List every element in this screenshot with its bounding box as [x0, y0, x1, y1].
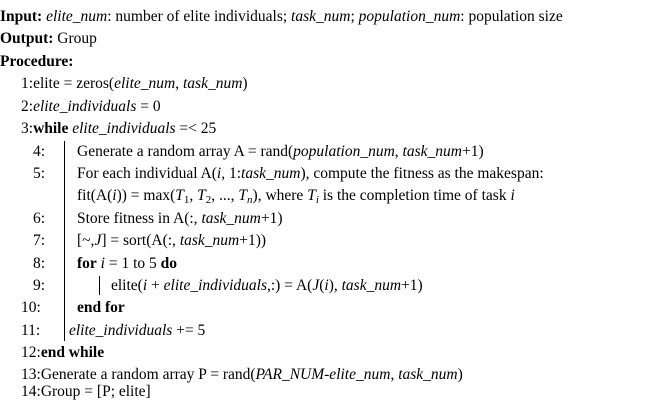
code-text: ), where [252, 187, 308, 204]
code-var: i [142, 277, 148, 294]
code-var: task_num [341, 277, 402, 294]
keyword-for: for [77, 255, 97, 272]
line-number: 14: [21, 383, 41, 400]
code-text: , [175, 75, 183, 92]
code-text: elite( [111, 277, 143, 294]
code-var: T [175, 187, 184, 204]
algo-line-12 [0, 342, 651, 364]
algo-line-3 [0, 118, 651, 140]
subscript: 2 [205, 194, 212, 206]
code-var: task_num [179, 232, 240, 249]
line-number: 9: [33, 277, 46, 294]
code-var: task_num [398, 366, 458, 383]
code-var: elite_individuals [72, 120, 176, 137]
code-text: [~, [77, 232, 95, 249]
code-text: +1) [260, 210, 283, 227]
code-text: +1) [401, 277, 423, 294]
code-var: i [216, 165, 222, 182]
line-number: 12: [21, 344, 41, 361]
algo-line-10 [0, 297, 651, 319]
code-var: population_num [293, 143, 395, 160]
subscript: n [247, 194, 253, 206]
line-number: 8: [33, 255, 46, 272]
input-var-population-num: population_num [358, 8, 461, 25]
code-var: task_num [182, 75, 243, 92]
algo-line-7 [0, 230, 651, 252]
line-number: 7: [33, 232, 46, 249]
code-var: i [112, 187, 117, 204]
procedure-label: Procedure: [0, 53, 74, 70]
code-text: For each individual A( [77, 165, 217, 182]
code-text: = 1 to 5 [104, 255, 161, 272]
code-var: task_num [201, 210, 261, 227]
line-number: 1: [21, 75, 34, 92]
line-number: 10: [21, 299, 41, 316]
code-var: elite_individuals [33, 98, 137, 115]
line-number: 2: [21, 98, 34, 115]
code-text: ), [328, 277, 342, 294]
algo-line-5 [0, 163, 651, 185]
algo-line-2 [0, 96, 651, 118]
output-text: Group [53, 30, 97, 47]
code-var: T [197, 187, 206, 204]
code-var: elite_num [114, 75, 176, 92]
code-var: PAR_NUM-elite_num [255, 366, 391, 383]
input-desc-2: ; [350, 8, 359, 25]
code-var: T [238, 187, 248, 204]
code-var: elite_individuals [69, 322, 173, 339]
code-var: i [510, 187, 515, 204]
code-var: J [312, 277, 320, 294]
code-text: , [390, 366, 399, 383]
code-text: fit(A( [77, 187, 113, 204]
keyword-do: do [160, 255, 178, 272]
input-var-task-num: task_num [291, 8, 351, 25]
code-var: elite_individuals [163, 277, 267, 294]
code-var: task_num [241, 165, 301, 182]
algo-line-8 [0, 253, 651, 275]
code-text: + [147, 277, 164, 294]
algo-line-4 [0, 141, 651, 163]
algo-line-9 [0, 275, 651, 297]
output-label: Output: [0, 30, 54, 47]
keyword-end-for: end for [77, 299, 125, 316]
line-number: 5: [33, 165, 46, 182]
input-var-elite-num: elite_num [46, 8, 108, 25]
input-desc-3: : population size [460, 8, 563, 25]
code-var: J [94, 232, 102, 249]
algo-line-11 [0, 320, 651, 342]
for-indent-rule [99, 276, 100, 295]
output-line [0, 28, 651, 50]
line-number: 11: [21, 322, 41, 339]
code-text: ) [457, 366, 463, 383]
code-text: Generate a random array P = rand( [40, 366, 256, 383]
code-text: +1)) [239, 232, 267, 249]
code-text: ( [319, 277, 325, 294]
input-desc-1: : number of elite individuals; [107, 8, 292, 25]
code-text: Store fitness in A(:, [77, 210, 202, 227]
input-label: Input: [0, 8, 43, 25]
code-text: Generate a random array A = rand( [77, 143, 294, 160]
subscript: 1 [183, 194, 190, 206]
code-var: i [324, 277, 329, 294]
code-text: , 1: [221, 165, 242, 182]
line-number: 3: [21, 120, 34, 137]
line-number: 6: [33, 210, 46, 227]
subscript: i [315, 194, 319, 206]
line-number: 13: [21, 366, 41, 383]
keyword-while: while [33, 120, 69, 137]
line-number: 4: [33, 143, 46, 160]
code-text: ] = sort(A(:, [101, 232, 180, 249]
while-indent-rule [64, 141, 65, 341]
code-text: +1) [461, 143, 484, 160]
code-text: , [394, 143, 403, 160]
code-text: ,:) = A( [266, 277, 313, 294]
code-var: T [307, 187, 316, 204]
code-text: elite = zeros( [33, 75, 115, 92]
keyword-end-while: end while [40, 344, 105, 361]
algo-line-5-cont [0, 185, 651, 207]
input-line [0, 6, 651, 28]
algo-line-1 [0, 73, 651, 95]
algo-line-14 [0, 381, 651, 403]
code-var: task_num [402, 143, 462, 160]
code-text: ), compute the fitness as the makespan: [300, 165, 544, 182]
code-text: , [189, 187, 198, 204]
code-text: = 0 [136, 98, 161, 115]
code-text: )) = max( [116, 187, 176, 204]
code-text: , ..., [211, 187, 239, 204]
algo-line-6 [0, 208, 651, 230]
code-text: += 5 [172, 322, 206, 339]
code-text: is the completion time of task [318, 187, 511, 204]
code-text: ) [242, 75, 248, 92]
code-text: =< 25 [175, 120, 217, 137]
procedure-line [0, 51, 651, 73]
code-var: i [100, 255, 105, 272]
code-text: Group = [P; elite] [40, 383, 151, 400]
